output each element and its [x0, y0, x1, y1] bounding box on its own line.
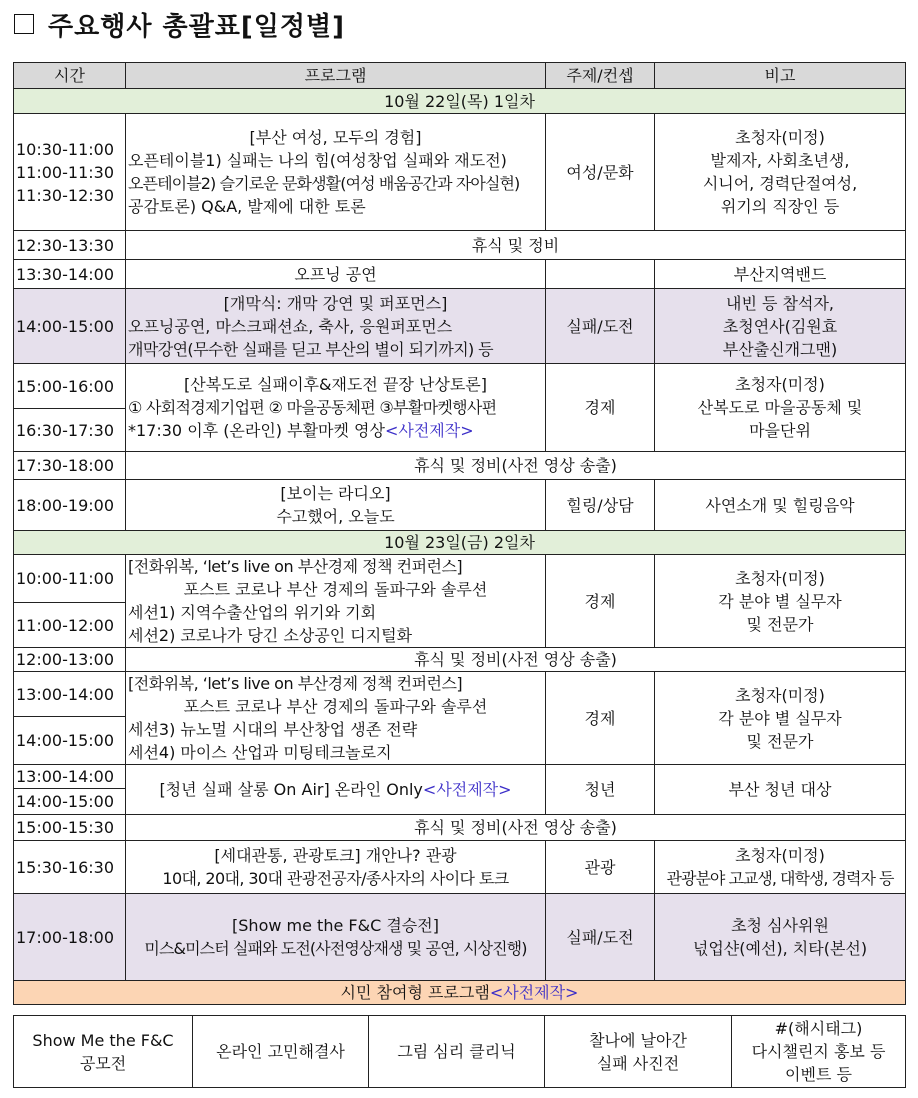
note-line: 각 분야 별 실무자 — [718, 708, 842, 728]
note-line: 초청자(미정) — [735, 685, 825, 705]
program-line: 세션3) 뉴노멀 시대의 부산창업 생존 전략 — [128, 720, 418, 739]
pre-produced-tag: <사전제작> — [489, 983, 579, 1002]
program-line: ① 사회적경제기업편 ② 마을공동체편 ③부활마켓행사편 — [128, 398, 497, 417]
note-cell — [655, 672, 906, 765]
citizen-item-photo — [545, 1016, 732, 1088]
note-cell: 부산지역밴드 — [655, 260, 906, 289]
program-cell — [126, 555, 546, 648]
program-line — [128, 419, 543, 442]
program-title: [보이는 라디오] — [280, 484, 391, 503]
theme-cell: 실패/도전 — [546, 289, 655, 364]
time-text: 11:30-12:30 — [16, 185, 114, 205]
time-text: 11:00-11:30 — [16, 162, 114, 182]
item-line: 이벤트 등 — [785, 1065, 852, 1084]
time-cell: 17:30-18:00 — [14, 452, 126, 480]
program-cell — [126, 765, 546, 815]
item-line: Show Me the F&C — [32, 1030, 174, 1050]
item-line: 다시챌린지 홍보 등 — [751, 1042, 886, 1061]
page-title: 주요행사 총괄표[일정별] — [48, 11, 345, 42]
program-line: 세션1) 지역수출산업의 위기와 기회 — [128, 603, 377, 622]
page-title-group — [14, 4, 345, 44]
theme-cell: 경제 — [546, 672, 655, 765]
table-row — [14, 648, 906, 672]
program-cell — [126, 114, 546, 231]
note-line: 내빈 등 참석자, — [726, 293, 834, 313]
program-line-text: *17:30 이후 (온라인) 부활마켓 영상 — [128, 421, 385, 440]
program-cell — [126, 289, 546, 364]
table-row — [14, 231, 906, 260]
theme-cell — [546, 260, 655, 289]
program-line-text: [청년 실패 살롱 On Air] 온라인 Only — [159, 780, 423, 799]
program-line: 오프닝공연, 마스크패션쇼, 축사, 응원퍼포먼스 — [128, 316, 453, 336]
time-cell: 11:00-12:00 — [14, 603, 126, 648]
checkbox-square-icon — [14, 14, 34, 34]
note-cell — [655, 364, 906, 452]
rest-cell: 휴식 및 정비(사전 영상 송출) — [126, 815, 906, 841]
note-line: 넋업샨(예선), 치타(본선) — [692, 939, 868, 958]
citizen-item-clinic: 그림 심리 클리닉 — [369, 1016, 545, 1088]
item-line: 공모전 — [79, 1053, 127, 1073]
program-cell — [126, 672, 546, 765]
citizen-program-table — [13, 1015, 906, 1088]
rest-cell: 휴식 및 정비 — [126, 231, 906, 260]
theme-cell: 힐링/상담 — [546, 480, 655, 531]
theme-cell: 경제 — [546, 555, 655, 648]
program-subtitle: 포스트 코로나 부산 경제의 돌파구와 솔루션 — [183, 697, 488, 716]
time-cell: 14:00-15:00 — [14, 289, 126, 364]
note-line: 초청자(미정) — [735, 375, 825, 394]
note-line: 위기의 직장인 등 — [720, 197, 840, 216]
program-line: 오픈테이블1) 실패는 나의 힘(여성창업 실패와 재도전) — [128, 151, 507, 170]
theme-cell: 여성/문화 — [546, 114, 655, 231]
program-title: [산복도로 실패이후&재도전 끝장 난상토론] — [184, 375, 487, 394]
item-line: #(해시태그) — [774, 1019, 863, 1038]
header-theme: 주제/컨셉 — [546, 63, 655, 89]
item-line: 찰나에 날아간 — [589, 1030, 687, 1050]
note-cell — [655, 289, 906, 364]
note-line: 시니어, 경력단절여성, — [702, 174, 858, 193]
citizen-program-label — [14, 981, 906, 1005]
note-line: 및 전문가 — [746, 731, 814, 751]
table-header-row — [14, 63, 906, 89]
theme-cell: 청년 — [546, 765, 655, 815]
time-cell: 13:30-14:00 — [14, 260, 126, 289]
time-cell: 18:00-19:00 — [14, 480, 126, 531]
table-row — [14, 894, 906, 981]
note-line: 초청자(미정) — [735, 846, 825, 865]
citizen-item-counselor: 온라인 고민해결사 — [193, 1016, 369, 1088]
note-line: 초청연사(김원효 — [722, 316, 838, 336]
citizen-program-text: 시민 참여형 프로그램 — [340, 983, 490, 1002]
citizen-program-list — [14, 1016, 906, 1088]
note-cell: 부산 청년 대상 — [655, 765, 906, 815]
program-title: [개막식: 개막 강연 및 퍼포먼스] — [223, 293, 448, 313]
program-subtitle: 포스트 코로나 부산 경제의 돌파구와 솔루션 — [183, 580, 488, 599]
pre-produced-tag: <사전제작> — [384, 421, 474, 440]
table-row — [14, 480, 906, 531]
time-cell: 12:30-13:30 — [14, 231, 126, 260]
note-cell — [655, 555, 906, 648]
table-row — [14, 260, 906, 289]
time-cell — [14, 114, 126, 231]
day2-row — [14, 531, 906, 555]
schedule-table — [13, 62, 906, 1005]
note-line: 발제자, 사회초년생, — [710, 151, 850, 170]
pre-produced-tag: <사전제작> — [422, 780, 512, 799]
table-row — [14, 815, 906, 841]
theme-cell: 관광 — [546, 841, 655, 894]
table-row — [14, 114, 906, 231]
theme-cell: 경제 — [546, 364, 655, 452]
program-line: 수고했어, 오늘도 — [276, 507, 395, 526]
day1-row — [14, 89, 906, 114]
table-row — [14, 765, 906, 789]
citizen-item-contest — [14, 1016, 193, 1088]
note-line: 부산출신개그맨) — [722, 339, 838, 359]
program-cell — [126, 894, 546, 981]
program-line: 미스&미스터 실패와 도전(사전영상재생 및 공연, 시상진행) — [144, 939, 527, 958]
program-title: [세대관통, 관광토크] 개안나? 관광 — [214, 846, 457, 865]
theme-cell: 실패/도전 — [546, 894, 655, 981]
program-cell — [126, 364, 546, 452]
time-cell: 14:00-15:00 — [14, 789, 126, 815]
note-cell — [655, 894, 906, 981]
time-cell: 13:00-14:00 — [14, 672, 126, 717]
note-line: 및 전문가 — [746, 614, 814, 634]
program-title: [전화위복, ‘let’s live on 부산경제 정책 컨퍼런스] — [128, 674, 463, 693]
program-line: 공감토론) Q&A, 발제에 대한 토론 — [128, 197, 366, 216]
day1-label: 10월 22일(목) 1일차 — [14, 89, 906, 114]
rest-cell: 휴식 및 정비(사전 영상 송출) — [126, 648, 906, 672]
program-cell: 오프닝 공연 — [126, 260, 546, 289]
note-cell: 사연소개 및 힐링음악 — [655, 480, 906, 531]
time-cell: 12:00-13:00 — [14, 648, 126, 672]
time-text: 10:30-11:00 — [16, 139, 114, 159]
item-line: 실패 사진전 — [596, 1053, 680, 1073]
citizen-program-row — [14, 981, 906, 1005]
program-line: 세션4) 마이스 산업과 미팅테크놀로지 — [128, 743, 392, 762]
program-line: 오픈테이블2) 슬기로운 문화생활(여성 배움공간과 자아실현) — [128, 174, 520, 193]
table-row — [14, 555, 906, 603]
table-row — [14, 452, 906, 480]
program-title: [전화위복, ‘let’s live on 부산경제 정책 컨퍼런스] — [128, 557, 463, 576]
note-cell — [655, 841, 906, 894]
table-row — [14, 672, 906, 717]
note-line: 초청자(미정) — [735, 128, 825, 147]
note-line: 관광분야 고교생, 대학생, 경력자 등 — [666, 869, 894, 888]
note-line: 산복도로 마을공동체 및 — [697, 398, 863, 417]
note-line: 초청 심사위원 — [731, 916, 829, 935]
program-line: 세션2) 코로나가 당긴 소상공인 디지털화 — [128, 626, 413, 645]
header-time: 시간 — [14, 63, 126, 89]
program-cell — [126, 841, 546, 894]
program-line: 개막강연(무수한 실패를 딛고 부산의 별이 되기까지) 등 — [128, 339, 494, 359]
time-cell: 16:30-17:30 — [14, 409, 126, 452]
rest-cell: 휴식 및 정비(사전 영상 송출) — [126, 452, 906, 480]
time-cell: 15:00-15:30 — [14, 815, 126, 841]
header-program: 프로그램 — [126, 63, 546, 89]
program-line: 10대, 20대, 30대 관광전공자/종사자의 사이다 토크 — [162, 869, 509, 888]
time-cell: 10:00-11:00 — [14, 555, 126, 603]
note-line: 마을단위 — [749, 421, 811, 440]
note-line: 초청자(미정) — [735, 568, 825, 588]
program-title: [Show me the F&C 결승전] — [232, 916, 439, 935]
citizen-item-hashtag — [732, 1016, 906, 1088]
time-cell: 15:00-16:00 — [14, 364, 126, 409]
time-cell: 14:00-15:00 — [14, 717, 126, 765]
program-cell — [126, 480, 546, 531]
note-line: 각 분야 별 실무자 — [718, 591, 842, 611]
table-row — [14, 364, 906, 409]
time-cell: 13:00-14:00 — [14, 765, 126, 789]
time-cell: 15:30-16:30 — [14, 841, 126, 894]
table-row — [14, 841, 906, 894]
program-title: [부산 여성, 모두의 경험] — [249, 128, 422, 147]
note-cell — [655, 114, 906, 231]
time-cell: 17:00-18:00 — [14, 894, 126, 981]
header-note: 비고 — [655, 63, 906, 89]
table-row — [14, 289, 906, 364]
day2-label: 10월 23일(금) 2일차 — [14, 531, 906, 555]
